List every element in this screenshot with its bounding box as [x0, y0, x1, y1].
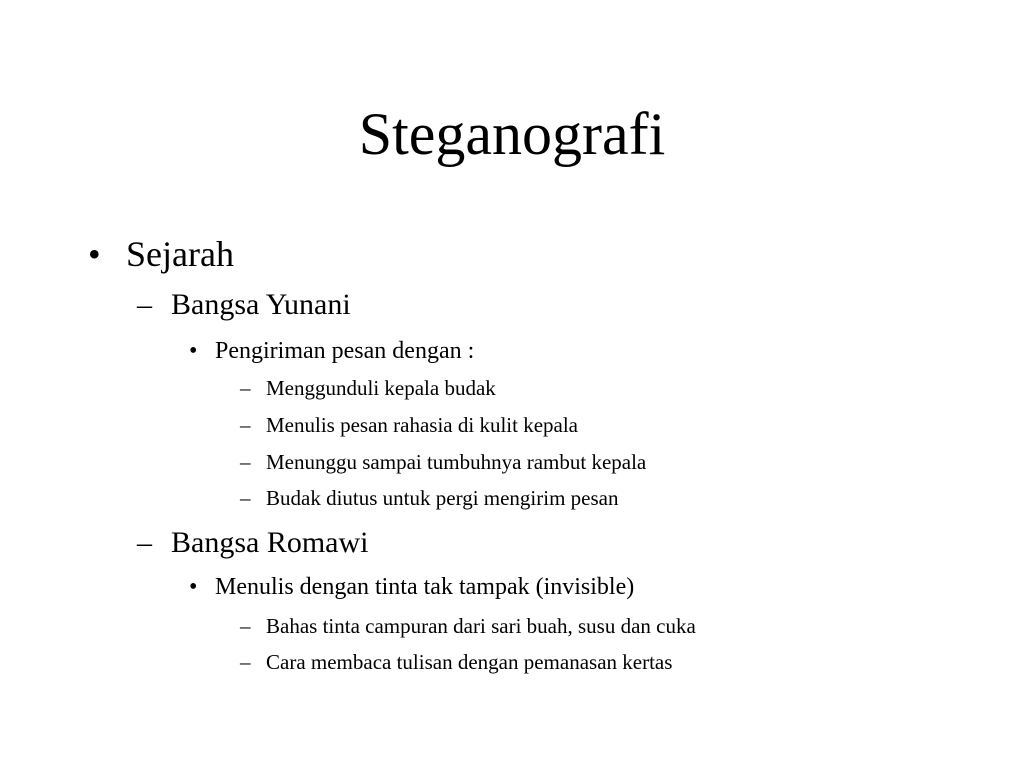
dash-marker: – [240, 413, 251, 437]
dash-marker: – [137, 288, 152, 321]
dash-marker: – [240, 450, 251, 474]
slide-title: Steganografi [358, 101, 666, 167]
dash-marker: – [240, 486, 251, 510]
bullet-text: Menulis pesan rahasia di kulit kepala [266, 413, 578, 437]
bullet-text: Menulis dengan tinta tak tampak (invisible) [215, 574, 635, 600]
bullet-text: Cara membaca tulisan dengan pemanasan kertas [266, 650, 673, 674]
bullet-text: Sejarah [126, 234, 234, 274]
bullet-text: Menggunduli kepala budak [266, 376, 496, 400]
bullet-text: Pengiriman pesan dengan : [215, 338, 475, 364]
bullet-text: Budak diutus untuk pergi mengirim pesan [266, 486, 619, 510]
dash-marker: – [240, 614, 251, 638]
bullet-text: Bangsa Yunani [171, 288, 351, 321]
bullet-text: Bahas tinta campuran dari sari buah, susu dan cuka [266, 614, 696, 638]
dash-marker: – [240, 650, 251, 674]
bullet-marker: • [88, 234, 101, 274]
bullet-text: Menunggu sampai tumbuhnya rambut kepala [266, 450, 647, 474]
bullet-marker: • [189, 574, 198, 600]
dash-marker: – [137, 526, 152, 559]
dash-marker: – [240, 376, 251, 400]
bullet-text: Bangsa Romawi [171, 526, 369, 559]
bullet-marker: • [189, 338, 198, 364]
